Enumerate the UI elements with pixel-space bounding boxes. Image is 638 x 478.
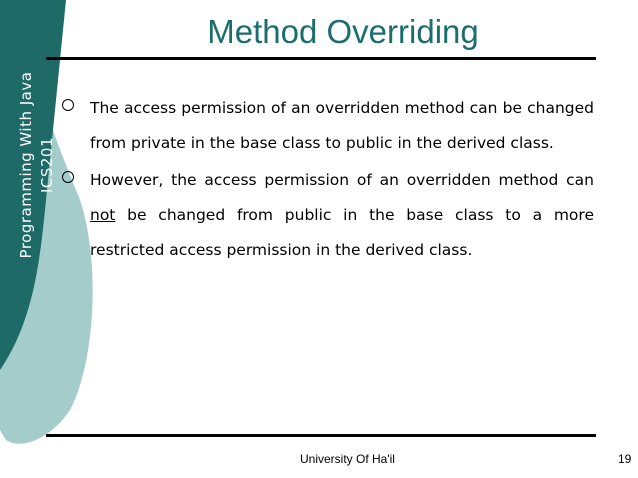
bottom-divider [46, 434, 596, 437]
sidebar-course-label [16, 30, 58, 300]
bullet-circle-icon [62, 99, 74, 111]
top-divider [46, 57, 596, 60]
slide-title: Method Overriding [207, 13, 479, 50]
bullet-item [62, 163, 594, 268]
bullet-text-start: However, the access permission of an overridden method can [90, 171, 594, 189]
footer-institution: University Of Ha'il [300, 452, 395, 466]
page-number: 19 [618, 452, 632, 466]
bullet-list [62, 91, 594, 270]
bullet-text [90, 163, 594, 268]
sidebar-course-code: ICS201 [38, 136, 56, 194]
bullet-text: The access permission of an overridden method can be changed from private in the base class to public in the derived class. [90, 99, 594, 152]
emphasized-word: not [90, 206, 116, 224]
sidebar-course-name: Programming With Java [17, 71, 35, 259]
bullet-item [62, 91, 594, 161]
bullet-circle-icon [62, 171, 74, 183]
bullet-text-end: be changed from public in the base class to a more restricted access permission in the derived class. [90, 206, 594, 259]
